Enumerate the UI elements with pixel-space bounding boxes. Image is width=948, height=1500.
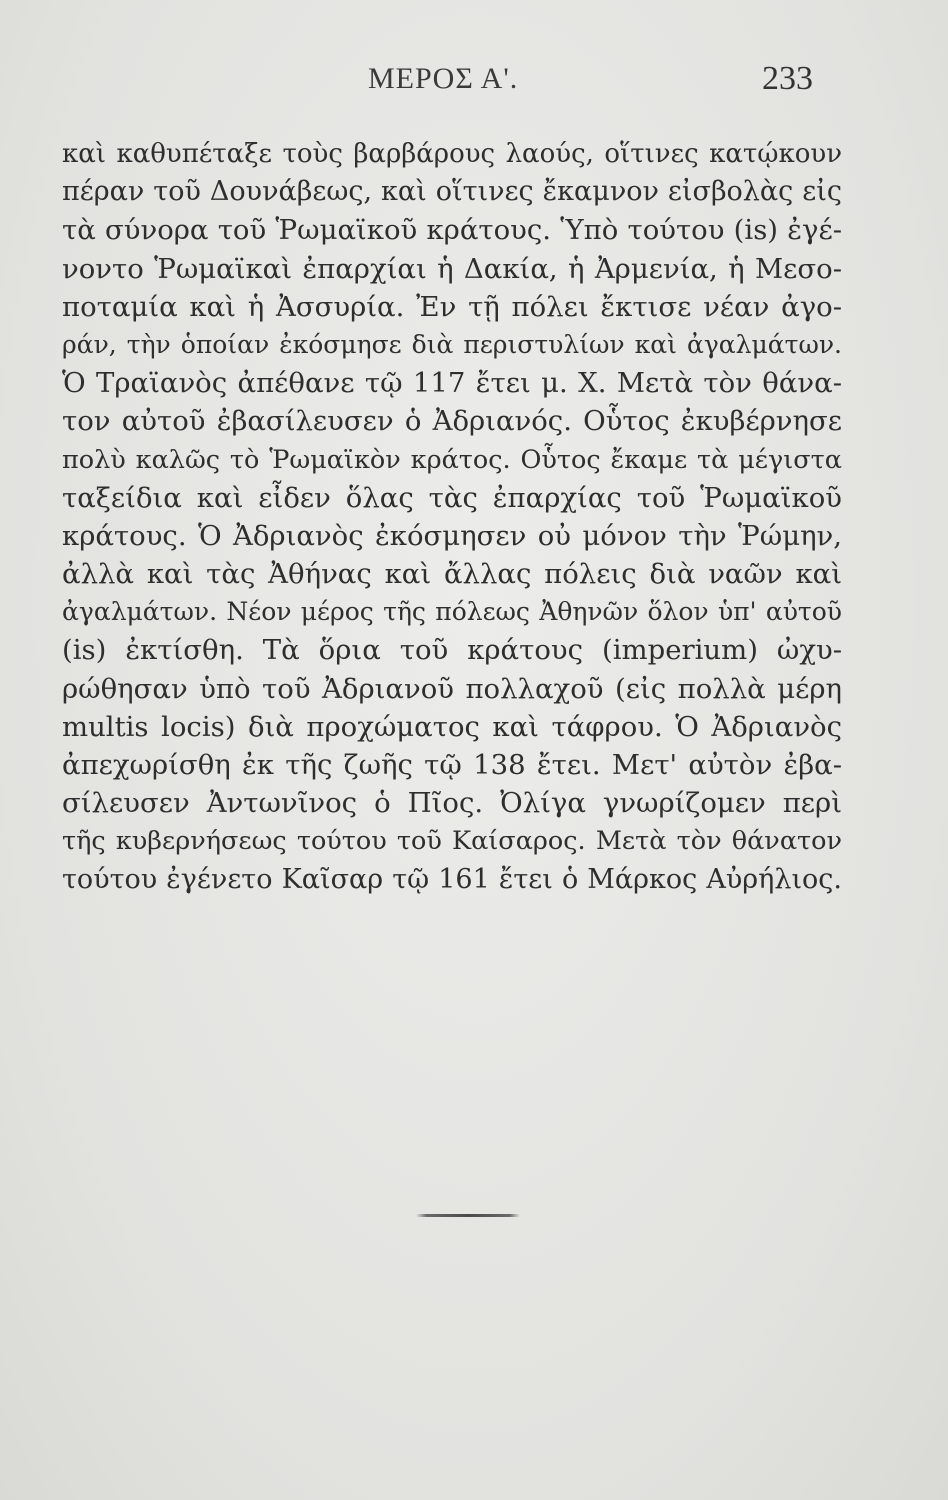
text-line: τον αὐτοῦ ἐβασίλευσεν ὁ Ἀδριανός. Οὗτος ἐκυβέρνησε — [62, 405, 842, 438]
text-line: ποταμία καὶ ἡ Ἀσσυρία. Ἐν τῇ πόλει ἔκτισε νέαν ἀγο- — [62, 290, 842, 323]
page-header — [0, 62, 948, 102]
text-line: τὰ σύνορα τοῦ Ῥωμαϊκοῦ κράτους. Ὑπὸ τούτου (is) ἐγέ- — [62, 214, 842, 247]
text-line: πέραν τοῦ Δουνάβεως, καὶ οἵτινες ἔκαμνον εἰσβολὰς εἰς — [62, 176, 842, 208]
body-text — [62, 135, 842, 899]
text-line: σίλευσεν Ἀντωνῖνος ὁ Πῖος. Ὀλίγα γνωρίζομεν περὶ — [62, 787, 842, 820]
text-line: καὶ καθυπέταξε τοὺς βαρβάρους λαούς, οἵτινες κατῴκουν — [62, 139, 842, 169]
text-line: ρώθησαν ὑπὸ τοῦ Ἀδριανοῦ πολλαχοῦ (εἰς πολλὰ μέρη — [62, 672, 842, 705]
text-line: κράτους. Ὁ Ἀδριανὸς ἐκόσμησεν οὐ μόνον τὴν Ῥώμην, — [62, 519, 842, 552]
text-line: Ὁ Τραϊανὸς ἀπέθανε τῷ 117 ἔτει μ. Χ. Μετὰ τὸν θάνα- — [62, 367, 842, 400]
page-number: 233 — [762, 60, 813, 97]
text-line: ταξείδια καὶ εἶδεν ὅλας τὰς ἐπαρχίας τοῦ Ῥωμαϊκοῦ — [62, 481, 842, 514]
text-line: ἀγαλμάτων. Νέον μέρος τῆς πόλεως Ἀθηνῶν ὅλον ὑπ' αὐτοῦ — [62, 597, 842, 627]
text-line: ἀλλὰ καὶ τὰς Ἀθήνας καὶ ἄλλας πόλεις διὰ ναῶν καὶ — [62, 558, 842, 591]
text-line: multis locis) διὰ προχώματος καὶ τάφρου. Ὁ Ἀδριανὸς — [62, 710, 842, 743]
text-line: ἀπεχωρίσθη ἐκ τῆς ζωῆς τῷ 138 ἔτει. Μετ' αὐτὸν ἐβα- — [62, 749, 842, 781]
section-end-rule — [416, 1214, 520, 1217]
text-line: πολὺ καλῶς τὸ Ῥωμαϊκὸν κράτος. Οὗτος ἔκαμε τὰ μέγιστα — [62, 444, 842, 475]
text-line: νοντο Ῥωμαϊκαὶ ἐπαρχίαι ἡ Δακία, ἡ Ἀρμενία, ἡ Μεσο- — [62, 252, 842, 285]
text-line: τούτου ἐγένετο Καῖσαρ τῷ 161 ἔτει ὁ Μάρκος Αὐρήλιος. — [62, 863, 842, 895]
text-line: ράν, τὴν ὁποίαν ἐκόσμησε διὰ περιστυλίων καὶ ἀγαλμάτων. — [62, 329, 842, 359]
text-line: (is) ἐκτίσθη. Τὰ ὅρια τοῦ κράτους (imperium) ὠχυ- — [62, 634, 842, 667]
running-head: ΜΕΡΟΣ Α'. — [368, 62, 519, 95]
text-line: τῆς κυβερνήσεως τούτου τοῦ Καίσαρος. Μετὰ τὸν θάνατον — [62, 826, 842, 857]
